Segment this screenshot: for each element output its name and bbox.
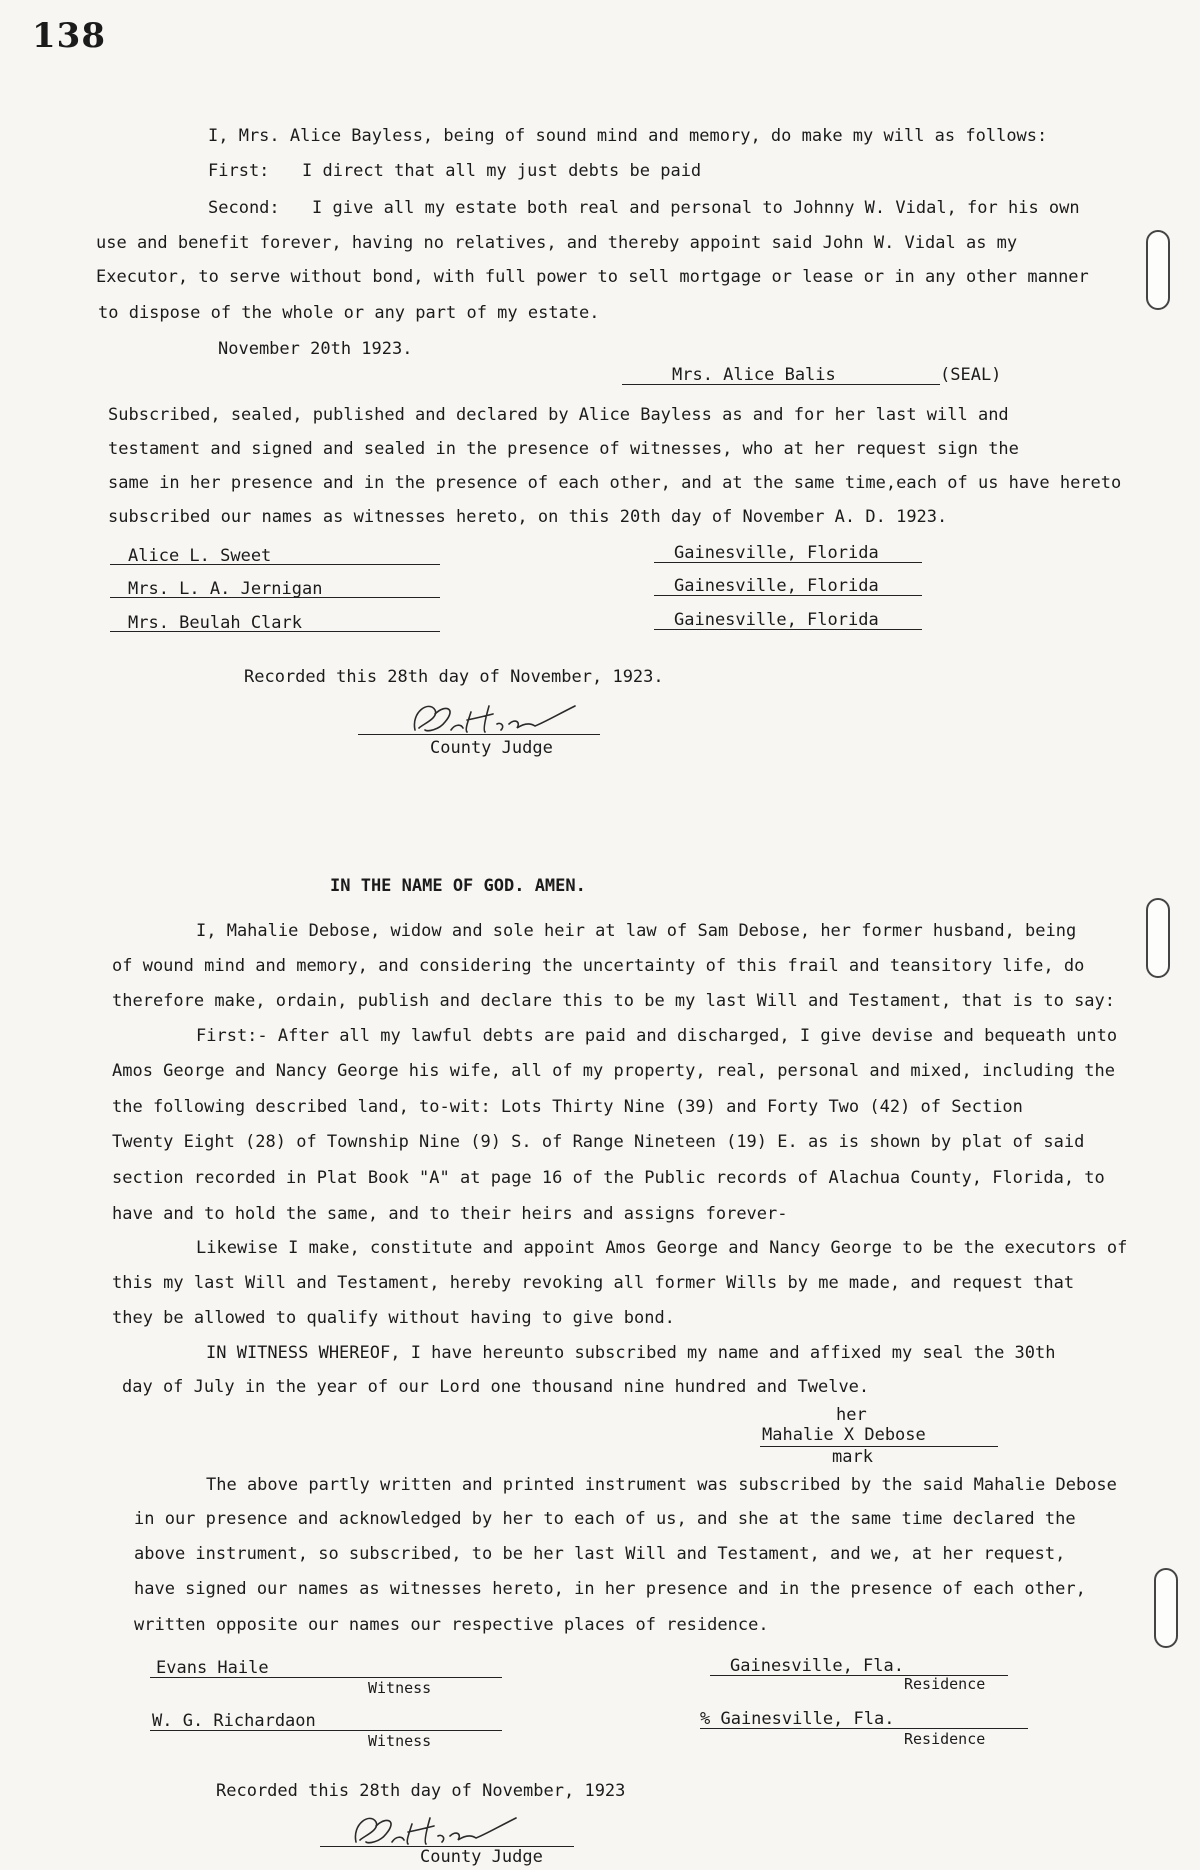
will2-witness-label: Witness [368, 1679, 432, 1697]
will1-first-label: First: [208, 161, 270, 181]
will1-witness-name: Alice L. Sweet [128, 546, 272, 566]
will1-witness-name: Mrs. L. A. Jernigan [128, 579, 323, 599]
will2-body-line: the following described land, to-wit: Lots Thirty Nine (39) and Forty Two (42) of Section [112, 1097, 1023, 1117]
binding-hole-top [1146, 230, 1170, 310]
will1-witness-place: Gainesville, Florida [674, 610, 879, 630]
will1-date: November 20th 1923. [218, 339, 413, 359]
will2-witness-place-label: Residence [904, 1675, 986, 1693]
will2-body-line: First:- After all my lawful debts are paid and discharged, I give devise and bequeath unto [196, 1026, 1118, 1046]
binding-hole-middle [1146, 898, 1170, 978]
will2-body-line: I, Mahalie Debose, widow and sole heir at law of Sam Debose, her former husband, being [196, 921, 1077, 941]
will2-witness-name: W. G. Richardaon [152, 1711, 316, 1731]
will2-body-line: day of July in the year of our Lord one thousand nine hundred and Twelve. [122, 1377, 870, 1397]
will2-attestation-line: in our presence and acknowledged by her to each of us, and she at the same time declared the [134, 1509, 1076, 1529]
will2-body-line: have and to hold the same, and to their heirs and assigns forever- [112, 1204, 788, 1224]
will1-second-label: Second: [208, 198, 280, 218]
will2-heading: IN THE NAME OF GOD. AMEN. [330, 876, 586, 896]
will1-seal: (SEAL) [940, 365, 1002, 385]
will1-body-line: Executor, to serve without bond, with full power to sell mortgage or lease or in any other manner [96, 267, 1089, 287]
will2-mark-her: her [836, 1405, 867, 1425]
will2-recorded: Recorded this 28th day of November, 1923 [216, 1781, 626, 1801]
will2-body-line: section recorded in Plat Book "A" at page 16 of the Public records of Alachua County, Florida, to [112, 1168, 1105, 1188]
page-number: 138 [32, 16, 106, 56]
will2-attestation-line: The above partly written and printed instrument was subscribed by the said Mahalie Debose [206, 1475, 1117, 1495]
will1-judge-signature-line [358, 734, 600, 735]
will1-body-line: to dispose of the whole or any part of my estate. [98, 303, 600, 323]
will1-testator-signature: Mrs. Alice Balis [672, 365, 836, 385]
will1-body-line: use and benefit forever, having no relatives, and thereby appoint said John W. Vidal as my [96, 233, 1018, 253]
will2-judge-title: County Judge [420, 1847, 543, 1867]
will2-mark-word: mark [832, 1447, 873, 1467]
will2-body-line: they be allowed to qualify without having to give bond. [112, 1308, 675, 1328]
will2-witness-line [150, 1677, 502, 1678]
will2-witness-place: % Gainesville, Fla. [700, 1709, 895, 1729]
will2-attestation-line: have signed our names as witnesses hereto, in her presence and in the presence of each other, [134, 1579, 1086, 1599]
will1-intro: I, Mrs. Alice Bayless, being of sound mind and memory, do make my will as follows: [208, 126, 1048, 146]
will2-body-line: IN WITNESS WHEREOF, I have hereunto subscribed my name and affixed my seal the 30th [206, 1343, 1056, 1363]
will2-body-line: therefore make, ordain, publish and declare this to be my last Will and Testament, that is to say: [112, 991, 1116, 1011]
will1-recorded: Recorded this 28th day of November, 1923. [244, 667, 664, 687]
will2-body-line: Likewise I make, constitute and appoint Amos George and Nancy George to be the executors of [196, 1238, 1128, 1258]
will1-attestation-line: same in her presence and in the presence of each other, and at the same time,each of us have hereto [108, 473, 1122, 493]
will2-witness-place-label: Residence [904, 1730, 986, 1748]
will2-signature-line [760, 1446, 998, 1447]
will2-testator-signature: Mahalie X Debose [762, 1425, 926, 1445]
will2-body-line: of wound mind and memory, and considering the uncertainty of this frail and teansitory life, do [112, 956, 1085, 976]
will1-first-text: I direct that all my just debts be paid [302, 161, 702, 181]
will2-witness-label: Witness [368, 1732, 432, 1750]
will2-body-line: this my last Will and Testament, hereby revoking all former Wills by me made, and request that [112, 1273, 1075, 1293]
will1-second-text: I give all my estate both real and personal to Johnny W. Vidal, for his own [312, 198, 1080, 218]
will1-witness-place: Gainesville, Florida [674, 543, 879, 563]
will2-body-line: Amos George and Nancy George his wife, all of my property, real, personal and mixed, including the [112, 1061, 1116, 1081]
will1-attestation-line: subscribed our names as witnesses hereto, on this 20th day of November A. D. 1923. [108, 507, 948, 527]
binding-hole-bottom [1154, 1568, 1178, 1648]
will2-body-line: Twenty Eight (28) of Township Nine (9) S. of Range Nineteen (19) E. as is shown by plat of said [112, 1132, 1085, 1152]
will2-witness-place: Gainesville, Fla. [730, 1656, 904, 1676]
will1-witness-name: Mrs. Beulah Clark [128, 613, 302, 633]
will1-attestation-line: testament and signed and sealed in the presence of witnesses, who at her request sign the [108, 439, 1019, 459]
will1-witness-place: Gainesville, Florida [674, 576, 879, 596]
will1-attestation-line: Subscribed, sealed, published and declared by Alice Bayless as and for her last will and [108, 405, 1009, 425]
will2-attestation-line: above instrument, so subscribed, to be her last Will and Testament, and we, at her request, [134, 1544, 1066, 1564]
will2-witness-name: Evans Haile [156, 1658, 269, 1678]
will2-witness-line [150, 1730, 502, 1731]
will1-judge-title: County Judge [430, 738, 553, 758]
will2-attestation-line: written opposite our names our respective places of residence. [134, 1615, 769, 1635]
